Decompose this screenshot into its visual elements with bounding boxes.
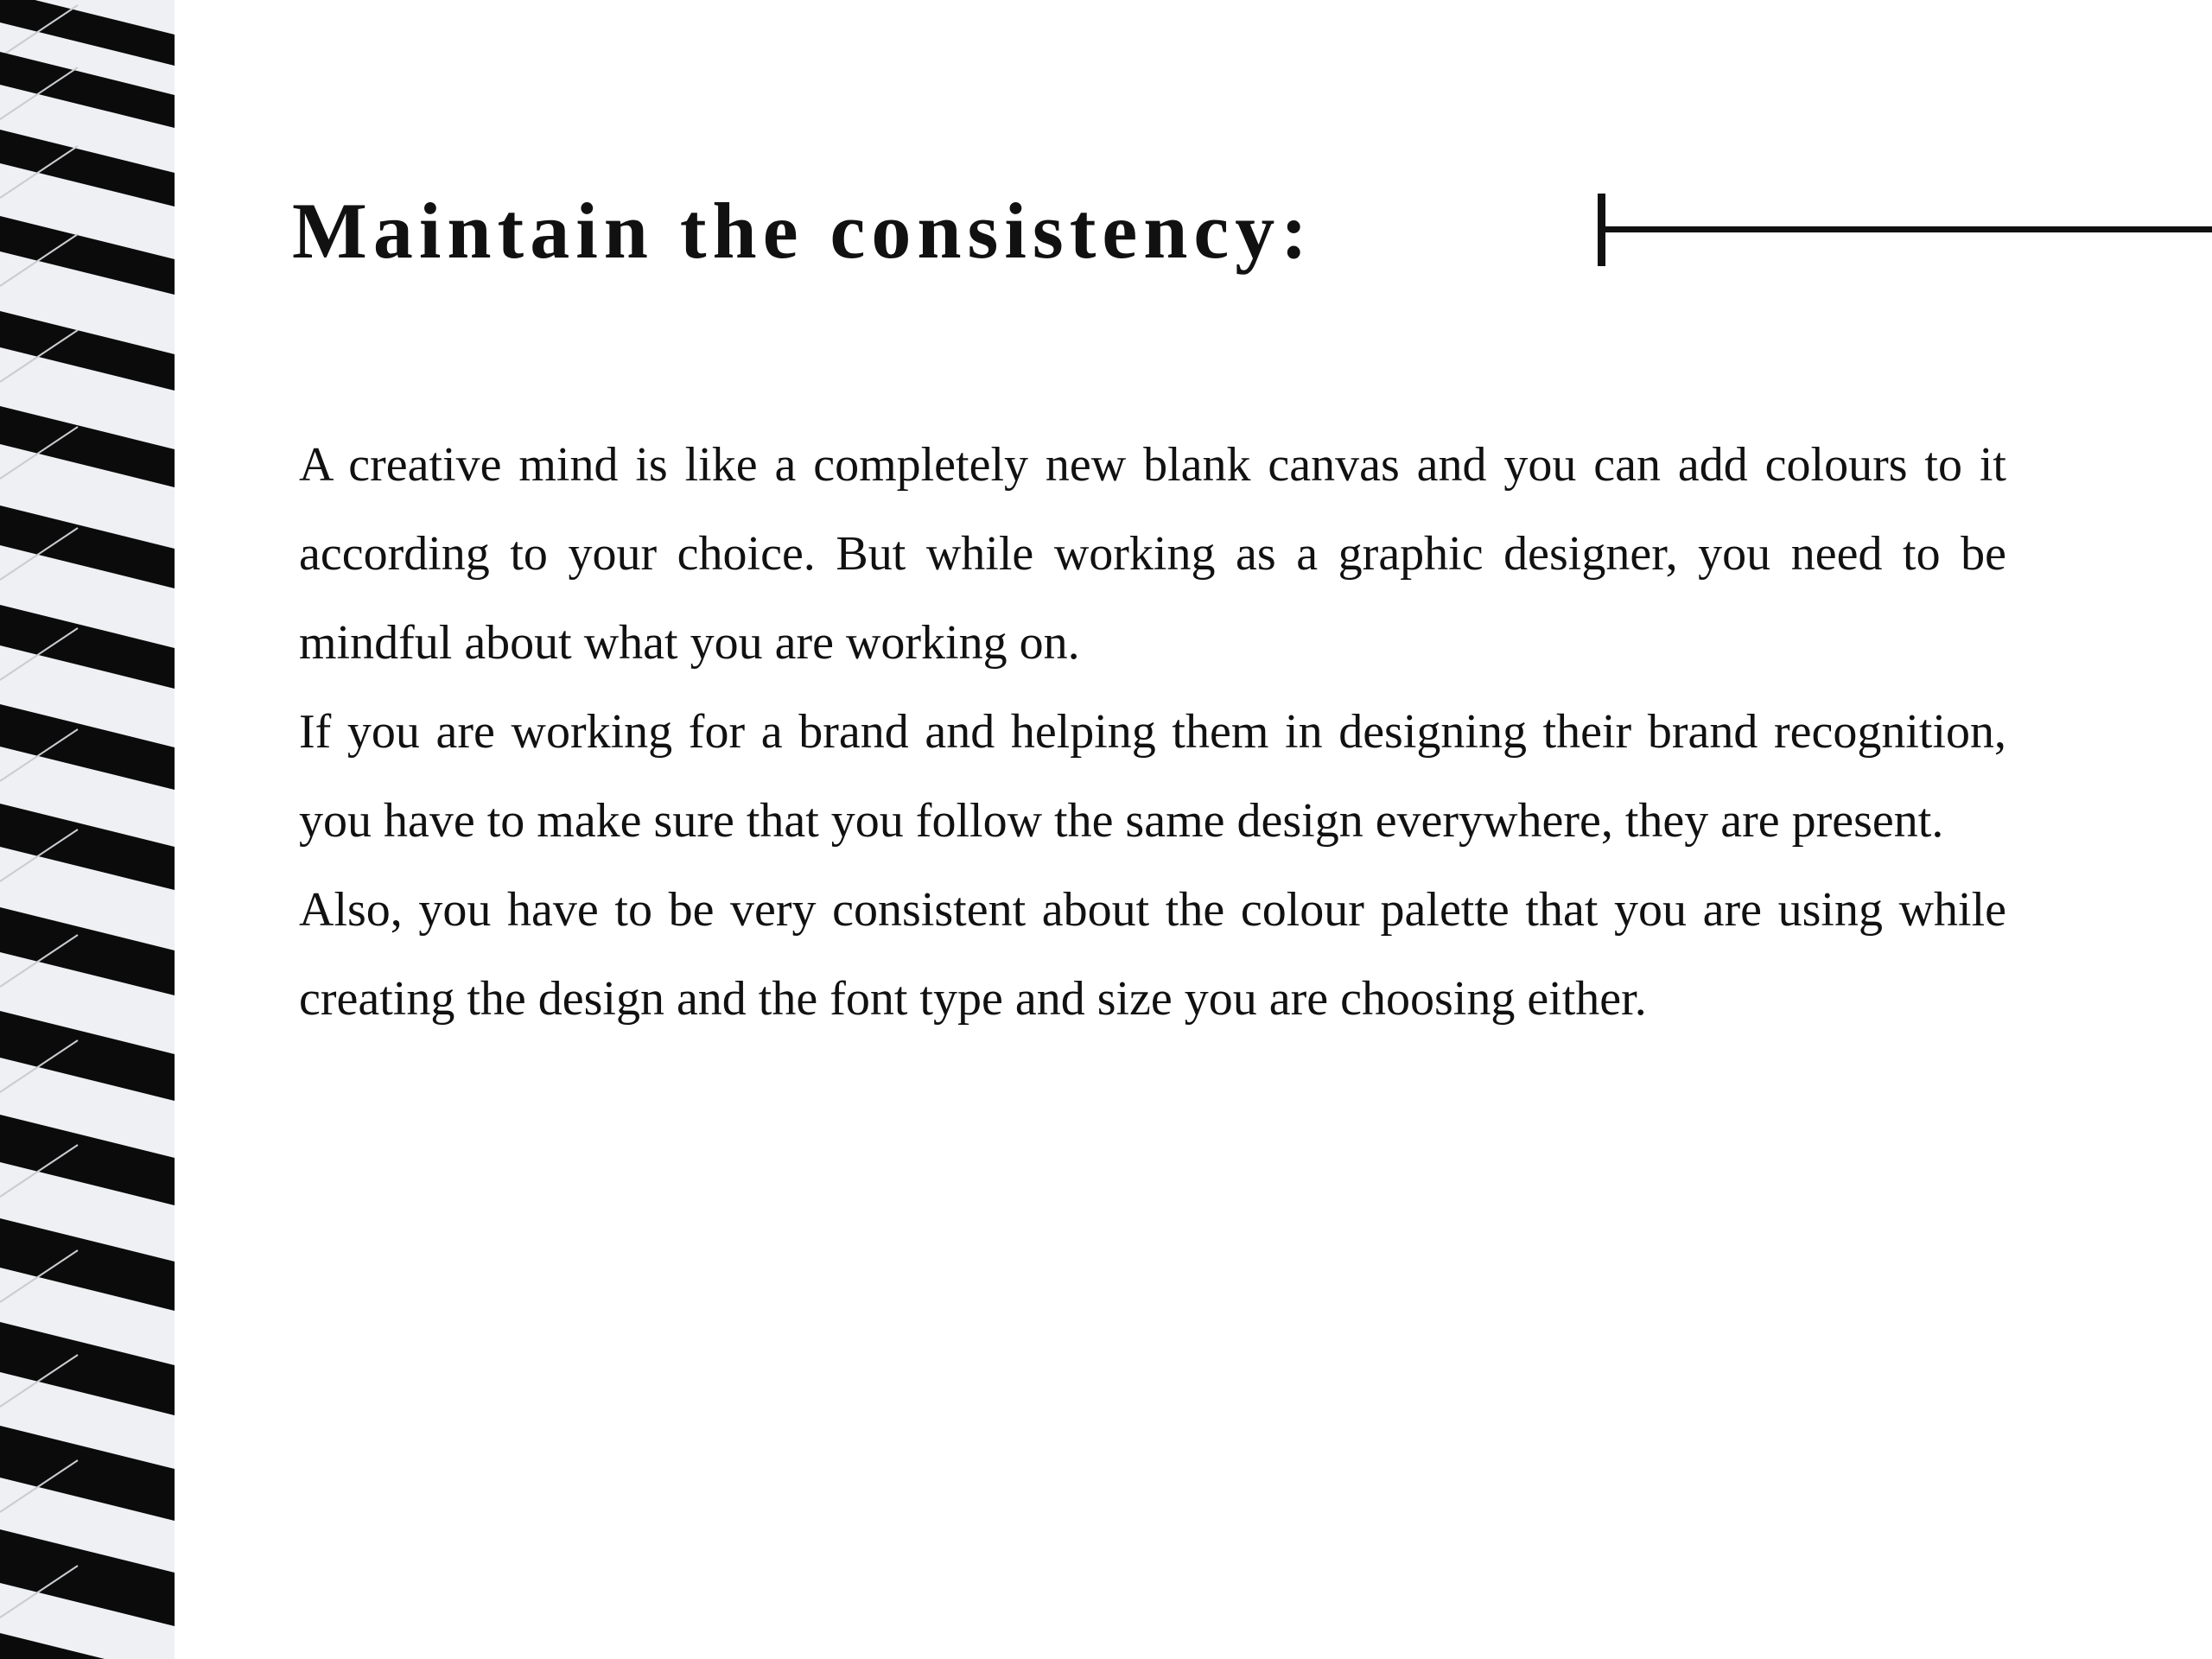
- body-paragraph: A creative mind is like a completely new blank canvas and you can add colours to it according to your choice. But while working as a graphic designer, you need to be mindful about what you are working on.: [299, 438, 2006, 670]
- body-paragraph: Also, you have to be very consistent about the colour palette that you are using while creating the design and the font type and size you are choosing either.: [299, 883, 2006, 1026]
- title-rule: [1598, 226, 2212, 232]
- decorative-striped-photo: [0, 0, 175, 1659]
- slide-title: Maintain the consistency:: [292, 187, 1313, 275]
- building-stripes-image: [0, 0, 175, 1659]
- slide-body: [299, 421, 2006, 1044]
- body-paragraph: If you are working for a brand and helping them in designing their brand recognition, you have to make sure that you follow the same design everywhere, they are present.: [299, 705, 2006, 848]
